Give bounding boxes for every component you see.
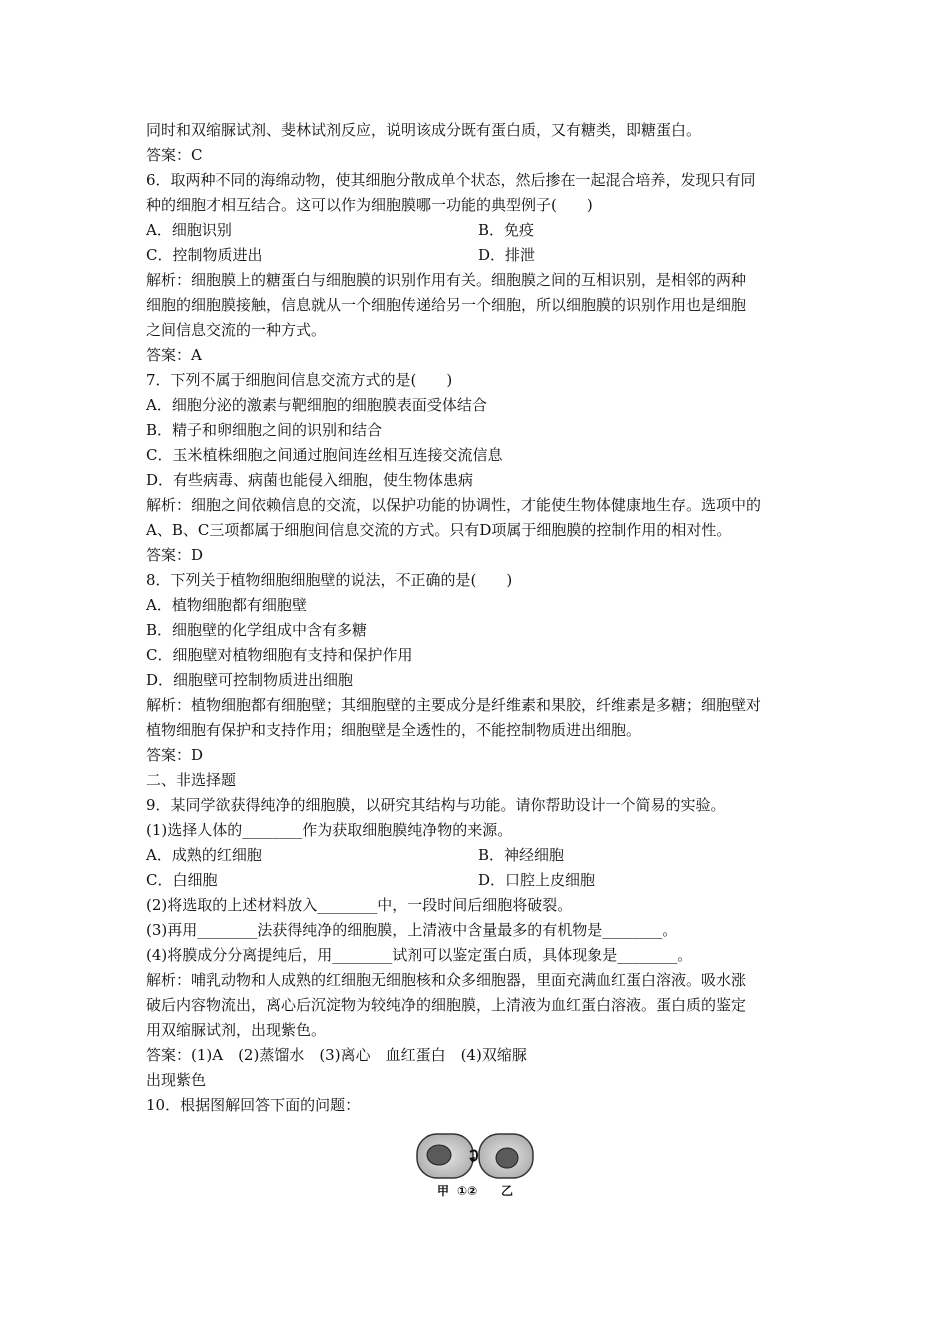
option-row — [146, 218, 810, 243]
option-row — [146, 243, 810, 268]
option-d: D．有些病毒、病菌也能侵入细胞，使生物体患病 — [146, 471, 474, 489]
answer-line: 答案：C — [146, 146, 203, 164]
document-body — [146, 118, 810, 1118]
option-row — [146, 843, 810, 868]
option-c: C．白细胞 — [146, 871, 218, 889]
option-b: B．细胞壁的化学组成中含有多糖 — [146, 621, 368, 639]
analysis-line: 之间信息交流的一种方式。 — [146, 321, 327, 339]
analysis-line: 细胞的细胞膜接触，信息就从一个细胞传递给另一个细胞，所以细胞膜的识别作用也是细胞 — [146, 296, 747, 314]
option-b: B．精子和卵细胞之间的识别和结合 — [146, 421, 383, 439]
question-7-line: 7．下列不属于细胞间信息交流方式的是( ) — [146, 371, 453, 389]
option-c: C．玉米植株细胞之间通过胞间连丝相互连接交流信息 — [146, 446, 503, 464]
text-line: 同时和双缩脲试剂、斐林试剂反应，说明该成分既有蛋白质，又有糖类，即糖蛋白。 — [146, 121, 702, 139]
question-8-line: 8．下列关于植物细胞细胞壁的说法，不正确的是( ) — [146, 571, 513, 589]
question-6-line: 种的细胞才相互结合。这可以作为细胞膜哪一功能的典型例子( ) — [146, 196, 593, 214]
option-b: B．神经细胞 — [478, 846, 565, 864]
analysis-line: 解析：细胞之间依赖信息的交流，以保护功能的协调性，才能使生物体健康地生存。选项中的 — [146, 496, 762, 514]
analysis-line: 解析：植物细胞都有细胞壁；其细胞壁的主要成分是纤维素和果胶，纤维素是多糖；细胞壁对 — [146, 696, 762, 714]
option-c: C．细胞壁对植物细胞有支持和保护作用 — [146, 646, 413, 664]
nucleus-jia — [427, 1145, 451, 1165]
label-yi: 乙 — [501, 1184, 514, 1198]
option-d: D．口腔上皮细胞 — [478, 871, 596, 889]
option-row — [146, 868, 810, 893]
analysis-line: A、B、C三项都属于细胞间信息交流的方式。只有D项属于细胞膜的控制作用的相对性。 — [146, 521, 732, 539]
analysis-line: 用双缩脲试剂，出现紫色。 — [146, 1021, 327, 1039]
option-d: D．排泄 — [478, 246, 536, 264]
analysis-line: 植物细胞有保护和支持作用；细胞壁是全透性的，不能控制物质进出细胞。 — [146, 721, 642, 739]
cell-diagram — [415, 1130, 535, 1200]
answer-line: 答案：D — [146, 746, 204, 764]
sub-question: (1)选择人体的________作为获取细胞膜纯净物的来源。 — [146, 821, 513, 839]
question-9-line: 9．某同学欲获得纯净的细胞膜，以研究其结构与功能。请你帮助设计一个简易的实验。 — [146, 796, 726, 814]
label-jia: 甲 — [437, 1184, 450, 1198]
option-b: B．免疫 — [478, 221, 535, 239]
question-10-line: 10．根据图解回答下面的问题： — [146, 1096, 361, 1114]
nucleus-yi — [496, 1148, 518, 1168]
option-a: A．成熟的红细胞 — [146, 846, 262, 864]
answer-line: 答案：A — [146, 346, 202, 364]
sub-question: (4)将膜成分分离提纯后，用________试剂可以鉴定蛋白质，具体现象是________。 — [146, 946, 693, 964]
question-6-line: 6．取两种不同的海绵动物，使其细胞分散成单个状态，然后掺在一起混合培养，发现只有同 — [146, 171, 756, 189]
option-d: D．细胞壁可控制物质进出细胞 — [146, 671, 354, 689]
section-heading: 二、非选择题 — [146, 771, 237, 789]
option-a: A．细胞识别 — [146, 221, 232, 239]
option-a: A．植物细胞都有细胞壁 — [146, 596, 307, 614]
cell-diagram-svg — [415, 1130, 535, 1200]
label-12: ①② — [457, 1184, 478, 1198]
sub-question: (3)再用________法获得纯净的细胞膜，上清液中含量最多的有机物是________。 — [146, 921, 678, 939]
analysis-line: 解析：细胞膜上的糖蛋白与细胞膜的识别作用有关。细胞膜之间的互相识别，是相邻的两种 — [146, 271, 747, 289]
sub-question: (2)将选取的上述材料放入________中，一段时间后细胞将破裂。 — [146, 896, 573, 914]
analysis-line: 破后内容物流出，离心后沉淀物为较纯净的细胞膜，上清液为血红蛋白溶液。蛋白质的鉴定 — [146, 996, 747, 1014]
answer-line: 答案：(1)A (2)蒸馏水 (3)离心 血红蛋白 (4)双缩脲 — [146, 1046, 527, 1064]
option-a: A．细胞分泌的激素与靶细胞的细胞膜表面受体结合 — [146, 396, 487, 414]
answer-line: 答案：D — [146, 546, 204, 564]
option-c: C．控制物质进出 — [146, 246, 263, 264]
analysis-line: 解析：哺乳动物和人成熟的红细胞无细胞核和众多细胞器，里面充满血红蛋白溶液。吸水涨 — [146, 971, 747, 989]
answer-line: 出现紫色 — [146, 1071, 207, 1089]
